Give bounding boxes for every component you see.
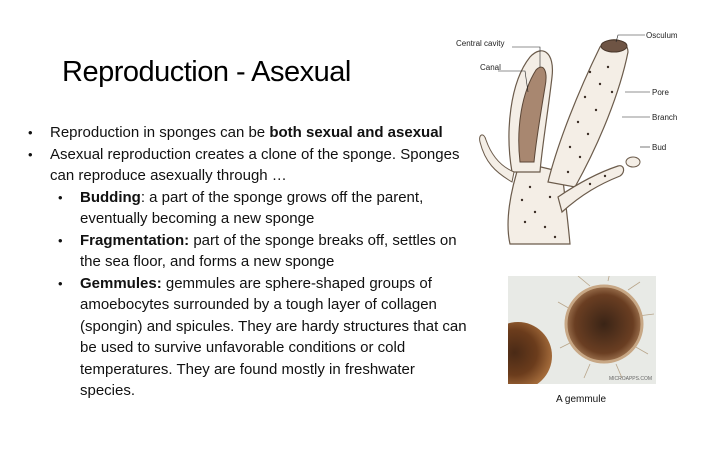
sub-bullet-budding (58, 187, 468, 230)
bullet-text: Reproduction in sponges can be (50, 124, 270, 141)
term-fragmentation: Fragmentation: (80, 231, 190, 249)
bullet-item (28, 144, 468, 187)
bullet-dot: • (58, 189, 63, 205)
bullet-item (28, 122, 468, 144)
label-bud: Bud (652, 143, 667, 152)
label-branch: Branch (652, 113, 678, 122)
term-gemmules: Gemmules: (80, 274, 162, 292)
desc-fragmentation: part of the sponge breaks off, settles on the sea floor, and forms a new sponge (80, 231, 457, 270)
slide-title: Reproduction - Asexual (62, 56, 351, 88)
bullet-bold-text: both sexual and asexual (269, 124, 443, 141)
label-canal: Canal (480, 63, 501, 72)
bullet-dot: • (28, 146, 33, 162)
term-budding: Budding (80, 188, 141, 206)
photo-caption: A gemmule (556, 394, 607, 405)
sponge-right-tube (548, 40, 628, 187)
photo-credit: MICROAPPS.COM (608, 376, 652, 382)
bullet-text: Asexual reproduction creates a clone of the sponge. Sponges can reproduce asexually through … (50, 145, 460, 184)
gemmule-photo (508, 276, 656, 384)
bullet-dot: • (58, 275, 63, 291)
sub-bullet-fragmentation (58, 230, 468, 273)
gemmule-image (508, 276, 656, 384)
sponge-diagram (450, 22, 690, 247)
label-central-cavity: Central cavity (456, 39, 505, 48)
osculum-opening (601, 40, 627, 52)
label-pore: Pore (652, 88, 669, 97)
label-osculum: Osculum (646, 31, 678, 40)
desc-gemmules: gemmules are sphere-shaped groups of amoebocytes surrounded by a tough layer of collagen (spongin) and spicules. They are hardy structures that can be used to survive unfavorable conditions or cold temperatures. They are found mostly in freshwater species. (80, 274, 467, 399)
bullet-dot: • (28, 125, 33, 140)
sub-bullet-gemmules (58, 273, 468, 402)
bullet-list (28, 122, 468, 402)
sponge-bud (626, 157, 640, 167)
bullet-dot: • (58, 232, 63, 248)
desc-budding: : a part of the sponge grows off the parent, eventually becoming a new sponge (80, 188, 424, 227)
gemmule-main (566, 286, 642, 362)
